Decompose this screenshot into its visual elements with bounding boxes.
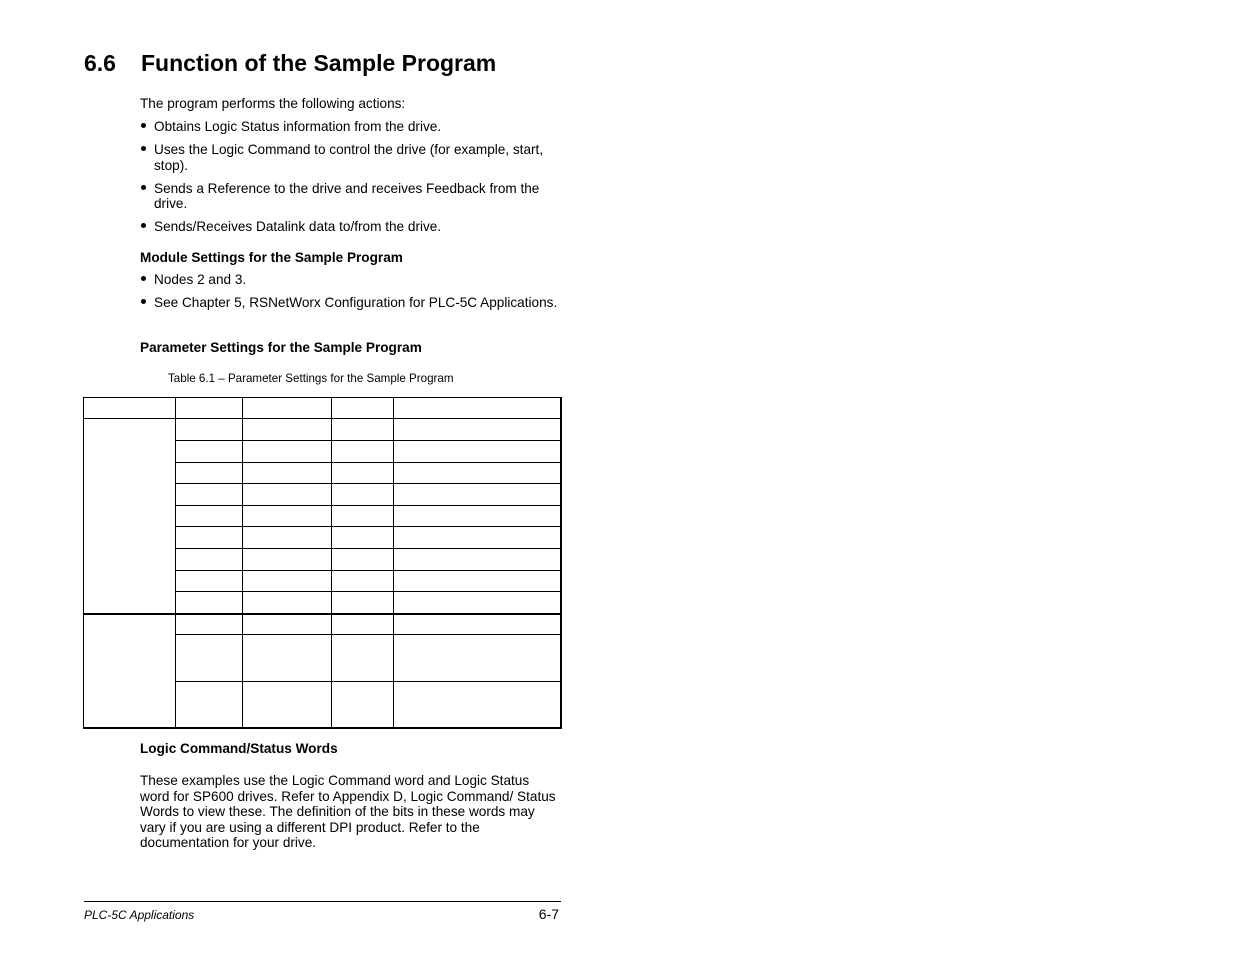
- table-cell: [394, 463, 561, 484]
- table-cell: [176, 484, 243, 506]
- logic-words-paragraph: These examples use the Logic Command word and Logic Status word for SP600 drives. Refer to Appendix D, Logic Command/ Status Words to view these. The definition of the bits in these words may vary if you are using a different DPI product. Refer to the documentation for your drive.: [140, 773, 556, 851]
- table-cell: [394, 506, 561, 527]
- table-cell: [332, 614, 394, 635]
- table-cell: [394, 614, 561, 635]
- table-cell: [394, 682, 561, 728]
- table-cell: [243, 398, 332, 419]
- table-cell: [243, 592, 332, 614]
- table-cell: [243, 484, 332, 506]
- table-cell: [84, 398, 176, 419]
- table-cell: [394, 549, 561, 571]
- table-cell: [332, 398, 394, 419]
- table-cell: [176, 463, 243, 484]
- table-cell: [243, 463, 332, 484]
- table-group-cell: [84, 614, 176, 728]
- footer-divider: [84, 901, 561, 902]
- table-cell: [332, 527, 394, 549]
- table-cell: [394, 398, 561, 419]
- table-cell: [243, 441, 332, 463]
- logic-words-heading: Logic Command/Status Words: [140, 741, 338, 756]
- table-cell: [394, 635, 561, 682]
- table-cell: [176, 419, 243, 441]
- footer-document-title: PLC-5C Applications: [84, 908, 195, 922]
- table-cell: [243, 682, 332, 728]
- table-caption: Table 6.1 – Parameter Settings for the Sample Program: [168, 372, 454, 385]
- table-cell: [332, 419, 394, 441]
- parameter-settings-table: [83, 397, 562, 729]
- list-item: Sends/Receives Datalink data to/from the drive.: [140, 219, 560, 235]
- table-group-cell: [84, 419, 176, 614]
- actions-list: [140, 119, 560, 242]
- list-item: See Chapter 5, RSNetWorx Configuration for PLC-5C Applications.: [140, 295, 560, 311]
- table-cell: [332, 682, 394, 728]
- table-cell: [332, 592, 394, 614]
- table-cell: [176, 592, 243, 614]
- table-cell: [243, 635, 332, 682]
- list-item: Nodes 2 and 3.: [140, 272, 560, 288]
- table-cell: [394, 419, 561, 441]
- list-item: Obtains Logic Status information from the drive.: [140, 119, 560, 135]
- table-cell: [176, 549, 243, 571]
- table-cell: [176, 398, 243, 419]
- list-item: Sends a Reference to the drive and receives Feedback from the drive.: [140, 181, 560, 212]
- parameter-settings-heading: Parameter Settings for the Sample Program: [140, 340, 422, 355]
- table-cell: [394, 484, 561, 506]
- table-cell: [243, 527, 332, 549]
- table-cell: [394, 592, 561, 614]
- table-cell: [176, 614, 243, 635]
- list-item: Uses the Logic Command to control the drive (for example, start, stop).: [140, 142, 560, 173]
- table-row: [84, 419, 561, 441]
- section-title: Function of the Sample Program: [141, 50, 497, 76]
- table-cell: [176, 571, 243, 592]
- table-cell: [332, 571, 394, 592]
- table-cell: [243, 506, 332, 527]
- table-cell: [176, 527, 243, 549]
- section-heading: [84, 47, 496, 79]
- table-cell: [332, 484, 394, 506]
- table-cell: [176, 635, 243, 682]
- table-cell: [394, 527, 561, 549]
- section-number: 6.6: [84, 50, 116, 76]
- table-cell: [332, 463, 394, 484]
- intro-text: The program performs the following actions:: [140, 96, 406, 111]
- table-cell: [394, 571, 561, 592]
- table-cell: [332, 549, 394, 571]
- module-settings-list: [140, 272, 560, 318]
- page-number: 6-7: [538, 906, 559, 922]
- table-cell: [332, 506, 394, 527]
- table-cell: [243, 549, 332, 571]
- table-cell: [243, 614, 332, 635]
- table-cell: [176, 506, 243, 527]
- table-cell: [243, 571, 332, 592]
- table-cell: [394, 441, 561, 463]
- table-cell: [332, 441, 394, 463]
- table-cell: [332, 635, 394, 682]
- table-cell: [176, 682, 243, 728]
- table-cell: [243, 419, 332, 441]
- table-row: [84, 614, 561, 635]
- table-cell: [176, 441, 243, 463]
- module-settings-heading: Module Settings for the Sample Program: [140, 250, 403, 265]
- table-header-row: [84, 398, 561, 419]
